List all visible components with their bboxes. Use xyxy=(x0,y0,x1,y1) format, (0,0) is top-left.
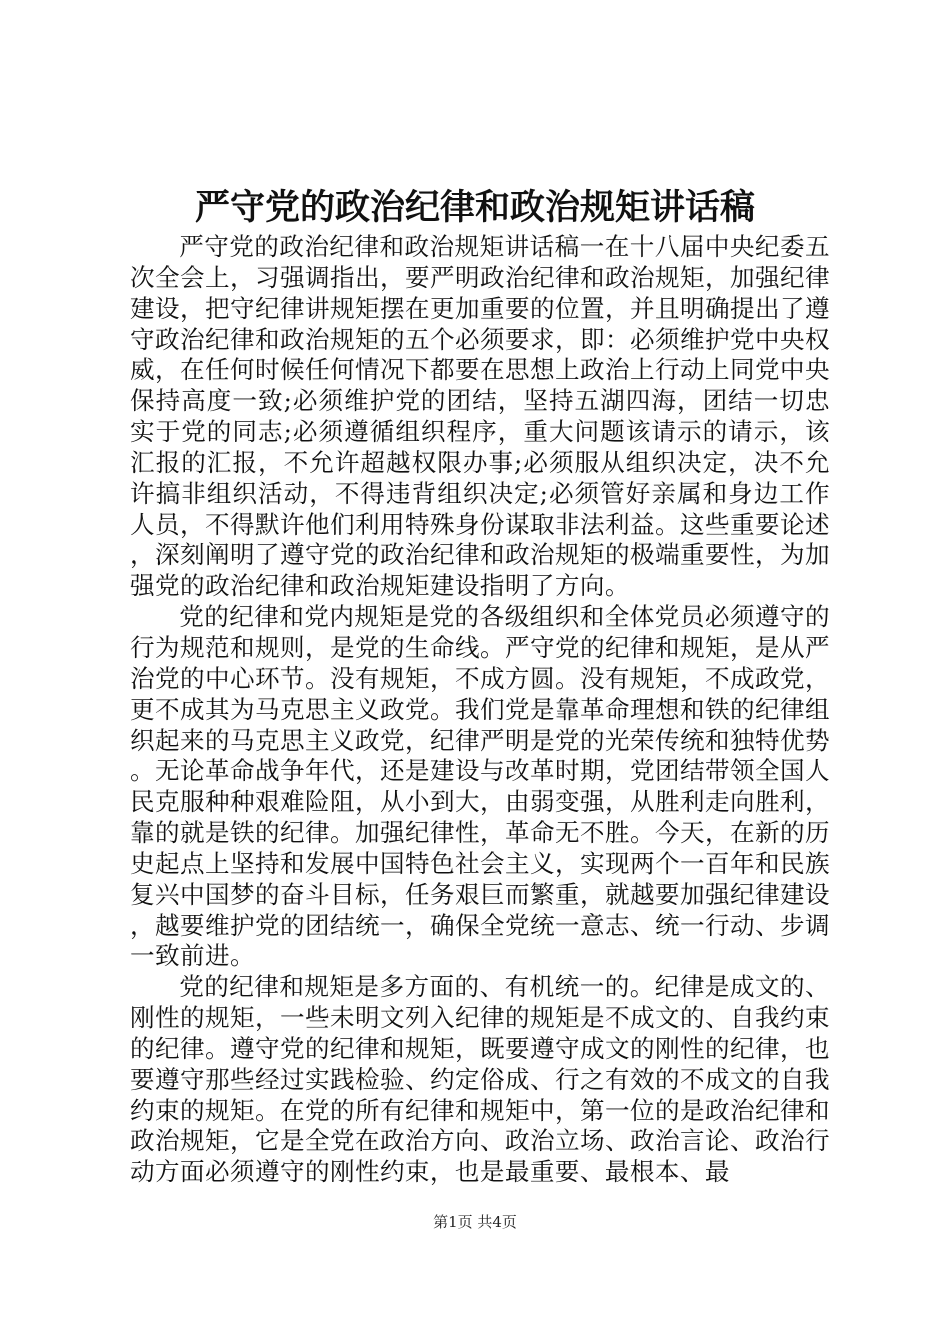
paragraph-1: 严守党的政治纪律和政治规矩讲话稿一在十八届中央纪委五次全会上，习强调指出，要严明政治纪律和政治规矩，加强纪律建设，把守纪律讲规矩摆在更加重要的位置，并且明确提出了遵守政治纪律和政治规矩的五个必须要求，即：必须维护党中央权威，在任何时候任何情况下都要在思想上政治上行动上同党中央保持高度一致;必须维护党的团结，坚持五湖四海，团结一切忠实于党的同志;必须遵循组织程序，重大问题该请示的请示，该汇报的汇报，不允许超越权限办事;必须服从组织决定，决不允许搞非组织活动，不得违背组织决定;必须管好亲属和身边工作人员，不得默许他们利用特殊身份谋取非法利益。这些重要论述，深刻阐明了遵守党的政治纪律和政治规矩的极端重要性，为加强党的政治纪律和政治规矩建设指明了方向。 xyxy=(130,232,830,601)
paragraph-2: 党的纪律和党内规矩是党的各级组织和全体党员必须遵守的行为规范和规则，是党的生命线。严守党的纪律和规矩，是从严治党的中心环节。没有规矩，不成方圆。没有规矩，不成政党，更不成其为马克思主义政党。我们党是靠革命理想和铁的纪律组织起来的马克思主义政党，纪律严明是党的光荣传统和独特优势。无论革命战争年代，还是建设与改革时期，党团结带领全国人民克服种种艰难险阻，从小到大，由弱变强，从胜利走向胜利，靠的就是铁的纪律。加强纪律性，革命无不胜。今天，在新的历史起点上坚持和发展中国特色社会主义，实现两个一百年和民族复兴中国梦的奋斗目标，任务艰巨而繁重，就越要加强纪律建设，越要维护党的团结统一，确保全党统一意志、统一行动、步调一致前进。 xyxy=(130,602,830,971)
document-body xyxy=(130,232,830,1187)
page-footer: 第1页 共4页 xyxy=(433,1213,517,1231)
paragraph-3: 党的纪律和规矩是多方面的、有机统一的。纪律是成文的、刚性的规矩，一些未明文列入纪律的规矩是不成文的、自我约束的纪律。遵守党的纪律和规矩，既要遵守成文的刚性的纪律，也要遵守那些经过实践检验、约定俗成、行之有效的不成文的自我约束的规矩。在党的所有纪律和规矩中，第一位的是政治纪律和政治规矩，它是全党在政治方向、政治立场、政治言论、政治行动方面必须遵守的刚性约束，也是最重要、最根本、最 xyxy=(130,972,830,1187)
document-title: 严守党的政治纪律和政治规矩讲话稿 xyxy=(194,187,755,228)
